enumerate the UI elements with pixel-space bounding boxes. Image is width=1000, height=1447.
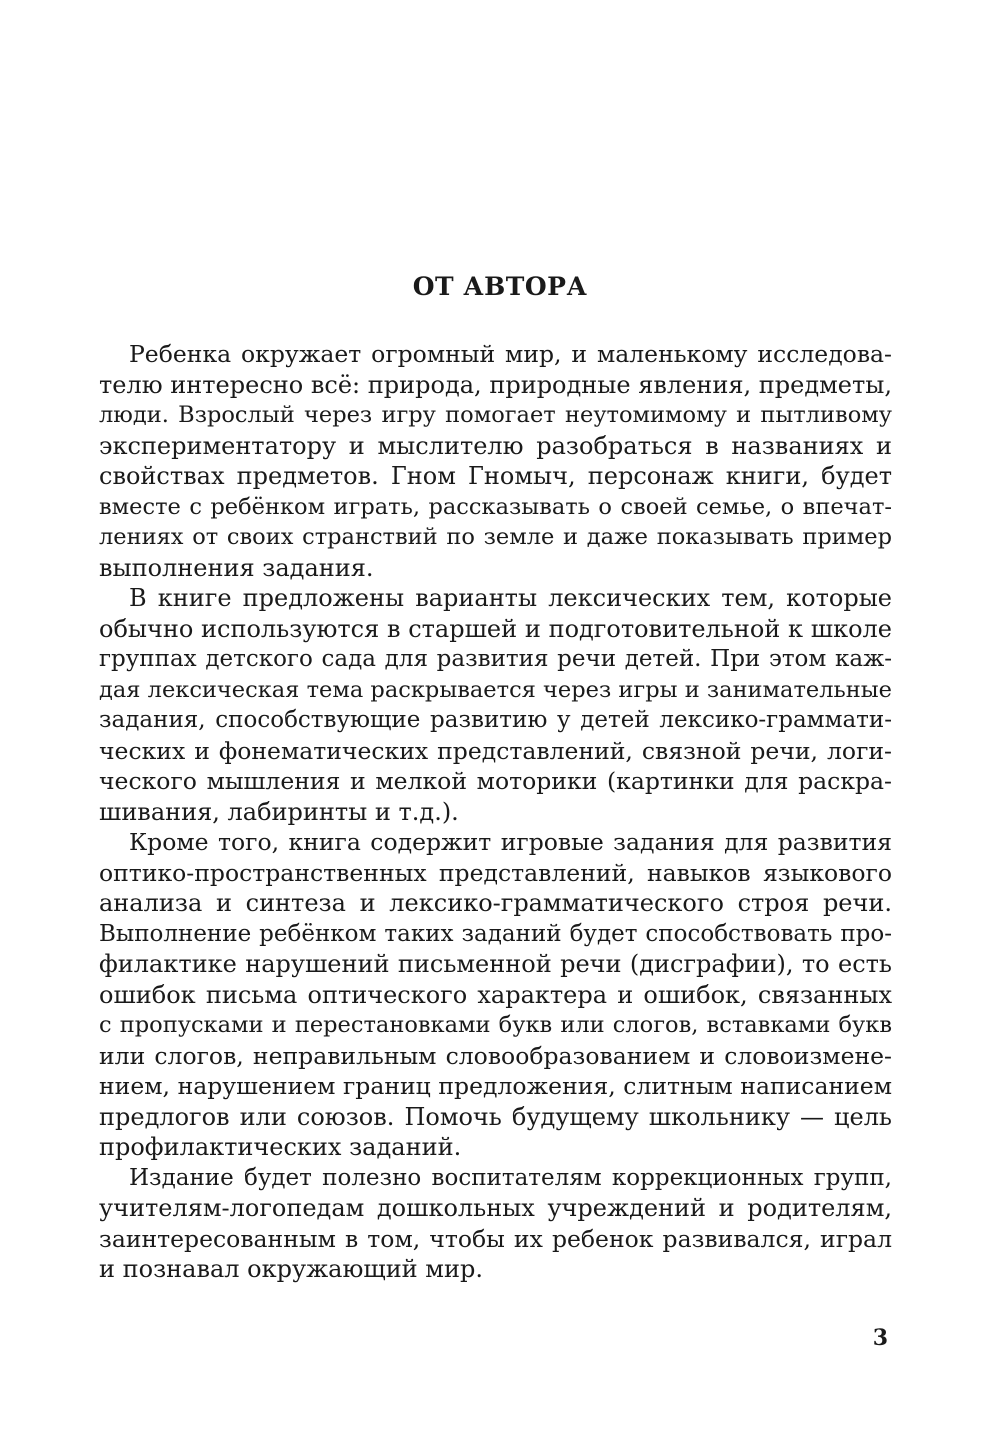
text-line: обычно используются в старшей и подготовительной к школе: [99, 614, 892, 643]
text-line: люди. Взрослый через игру помогает неутомимому и пытливому: [99, 402, 892, 428]
text-line: Кроме того, книга содержит игровые задания для развития: [129, 828, 892, 856]
paragraph-4: [99, 1163, 892, 1285]
text-line: В книге предложены варианты лексических тем, которые: [129, 584, 892, 612]
text-line: дая лексическая тема раскрывается через игры и занимательные: [99, 676, 892, 703]
paragraph-1: [99, 339, 892, 583]
paragraph-2: [99, 583, 892, 827]
text-line: экспериментатору и мыслителю разобраться в названиях и: [99, 431, 892, 460]
page-title: ОТ АВТОРА: [412, 272, 588, 301]
text-line: профилактических заданий.: [99, 1133, 462, 1161]
text-line: предлогов или союзов. Помочь будущему школьнику — цель: [99, 1102, 892, 1131]
text-line: оптико-пространственных представлений, навыков языкового: [99, 858, 892, 887]
page-number: 3: [872, 1325, 888, 1351]
text-line: группах детского сада для развития речи детей. При этом каж-: [99, 646, 892, 672]
text-line: ческого мышления и мелкой моторики (картинки для раскра-: [99, 767, 892, 795]
text-line: Издание будет полезно воспитателям коррекционных групп,: [129, 1164, 892, 1191]
body-text: [99, 339, 892, 1285]
text-line: нием, нарушением границ предложения, слитным написанием: [99, 1072, 892, 1100]
text-line: заинтересованным в том, чтобы их ребенок развивался, играл: [99, 1224, 892, 1253]
text-line: с пропусками и перестановками букв или слогов, вставками букв: [99, 1012, 892, 1038]
text-line: Ребенка окружает огромный мир, и маленькому исследова-: [129, 340, 892, 368]
text-line: анализа и синтеза и лексико-грамматического строя речи.: [99, 889, 892, 917]
text-line: шивания, лабиринты и т.д.).: [99, 797, 459, 826]
text-line: учителям-логопедам дошкольных учреждений и родителям,: [99, 1194, 892, 1222]
paragraph-3: [99, 827, 892, 1163]
text-line: и познавал окружающий мир.: [99, 1255, 483, 1283]
text-line: телю интересно всё: природа, природные явления, предметы,: [99, 370, 892, 399]
text-line: задания, способствующие развитию у детей лексико-граммати-: [99, 707, 892, 733]
text-line: Выполнение ребёнком таких заданий будет способствовать про-: [99, 920, 892, 947]
text-line: или слогов, неправильным словообразованием и словоизмене-: [99, 1041, 892, 1070]
text-line: свойствах предметов. Гном Гномыч, персонаж книги, будет: [99, 462, 892, 490]
text-line: ческих и фонематических представлений, связной речи, логи-: [99, 736, 892, 765]
text-line: вместе с ребёнком играть, рассказывать о своей семье, о впечат-: [99, 493, 892, 520]
text-line: ошибок письма оптического характера и ошибок, связанных: [99, 980, 892, 1009]
text-line: лениях от своих странствий по земле и даже показывать пример: [99, 524, 892, 550]
text-line: выполнения задания.: [99, 553, 374, 582]
text-line: филактике нарушений письменной речи (дисграфии), то есть: [99, 950, 892, 978]
